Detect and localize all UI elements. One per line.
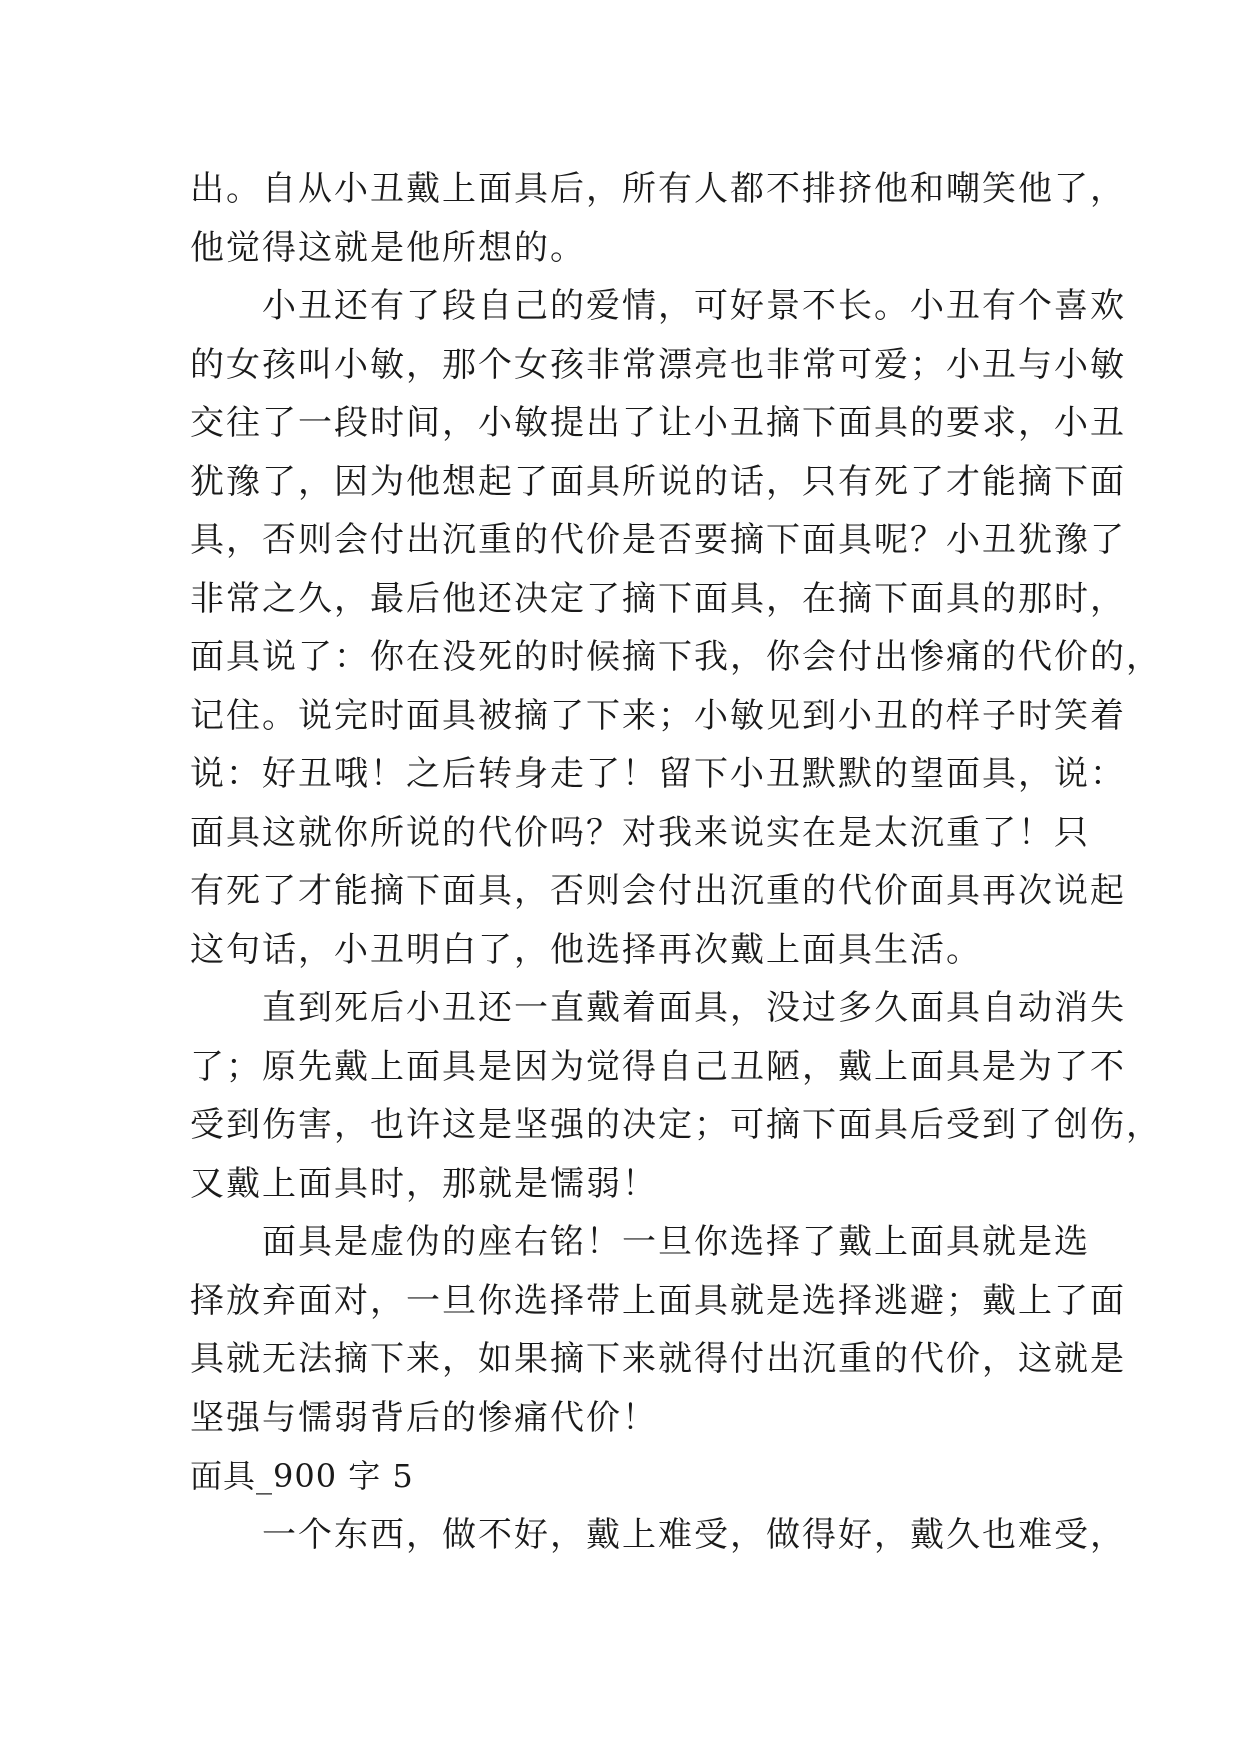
text-line: 面具说了：你在没死的时候摘下我，你会付出惨痛的代价的，: [190, 637, 1162, 677]
text-line: 择放弃面对，一旦你选择带上面具就是选择逃避；戴上了面: [190, 1280, 1126, 1321]
text-line: 坚强与懦弱背后的惨痛代价！: [190, 1397, 658, 1438]
text-line: 有死了才能摘下面具，否则会付出沉重的代价面具再次说起: [190, 871, 1126, 911]
paragraph-first-line: 直到死后小丑还一直戴着面具，没过多久面具自动消失: [262, 988, 1126, 1028]
text-line: 非常之久，最后他还决定了摘下面具，在摘下面具的那时，: [190, 578, 1126, 619]
paragraph-first-line: 面具是虚伪的座右铭！一旦你选择了戴上面具就是选: [262, 1222, 1090, 1262]
text-line: 具就无法摘下来，如果摘下来就得付出沉重的代价，这就是: [190, 1339, 1126, 1379]
text-line: 的女孩叫小敏，那个女孩非常漂亮也非常可爱；小丑与小敏: [190, 344, 1126, 385]
text-line: 了；原先戴上面具是因为觉得自己丑陋，戴上面具是为了不: [190, 1046, 1126, 1087]
text-line: 记住。说完时面具被摘了下来；小敏见到小丑的样子时笑着: [190, 695, 1126, 736]
text-line: 交往了一段时间，小敏提出了让小丑摘下面具的要求，小丑: [190, 403, 1126, 443]
section-heading: 面具_900 字 5: [190, 1457, 414, 1495]
document-body: [190, 160, 1162, 1564]
paragraph-first-line: 小丑还有了段自己的爱情，可好景不长。小丑有个喜欢: [262, 286, 1126, 326]
text-line: 犹豫了，因为他想起了面具所说的话，只有死了才能摘下面: [190, 461, 1126, 502]
text-line: 又戴上面具时，那就是懦弱！: [190, 1163, 658, 1204]
text-line: 受到伤害，也许这是坚强的决定；可摘下面具后受到了创伤，: [190, 1105, 1162, 1145]
text-line: 出。自从小丑戴上面具后，所有人都不排挤他和嘲笑他了，: [190, 169, 1126, 209]
text-line: 说：好丑哦！之后转身走了！留下小丑默默的望面具，说：: [190, 754, 1126, 794]
text-line: 他觉得这就是他所想的。: [190, 227, 586, 268]
text-line: 这句话，小丑明白了，他选择再次戴上面具生活。: [190, 929, 982, 970]
paragraph-first-line: 一个东西，做不好，戴上难受，做得好，戴久也难受，: [262, 1514, 1126, 1555]
text-line: 面具这就你所说的代价吗？对我来说实在是太沉重了！只: [190, 812, 1090, 853]
text-line: 具，否则会付出沉重的代价是否要摘下面具呢？小丑犹豫了: [190, 520, 1126, 560]
